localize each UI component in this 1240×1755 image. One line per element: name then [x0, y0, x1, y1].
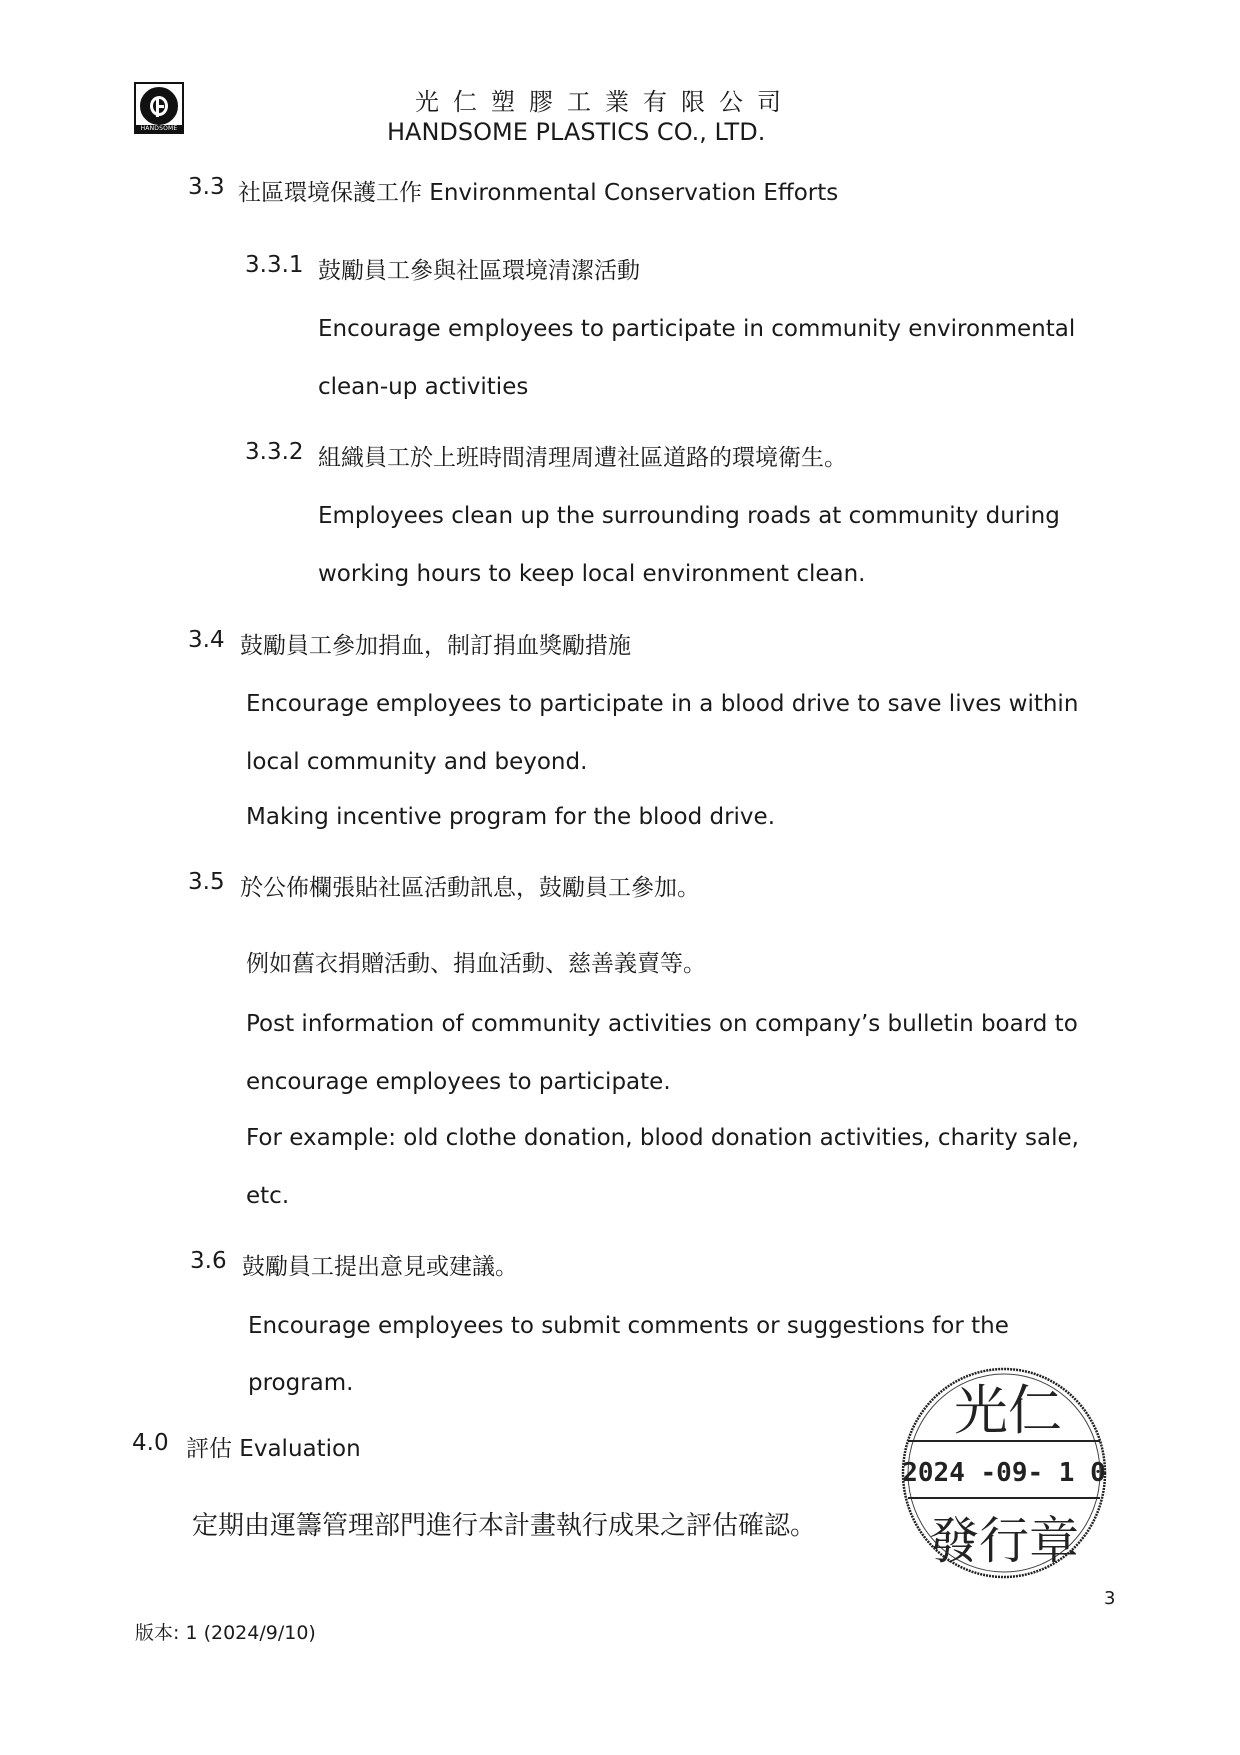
section-3-5-number: 3.5: [188, 869, 225, 895]
section-3-6-line: program.: [248, 1370, 354, 1396]
section-3-6-number: 3.6: [190, 1248, 227, 1274]
section-3-3-title: 社區環境保護工作 Environmental Conservation Efforts: [238, 180, 839, 206]
section-3-6-title: 鼓勵員工提出意見或建議。: [242, 1254, 518, 1280]
section-4-0-title: 評估 Evaluation: [186, 1436, 361, 1462]
section-3-3-2-title: 組織員工於上班時間清理周遭社區道路的環境衛生。: [318, 445, 847, 471]
section-3-3-2-number: 3.3.2: [245, 439, 304, 465]
stamp-top-text: 光仁: [954, 1379, 1062, 1442]
section-3-5-line: etc.: [246, 1183, 290, 1209]
page-number: 3: [1104, 1588, 1116, 1609]
section-4-0-number: 4.0: [132, 1430, 169, 1456]
section-3-5-line: encourage employees to participate.: [246, 1069, 671, 1095]
company-seal-stamp: [898, 1363, 1110, 1583]
section-3-3-1-title: 鼓勵員工參與社區環境清潔活動: [318, 258, 640, 284]
logo-text: HANDSOME: [136, 125, 182, 132]
section-3-5-title: 於公佈欄張貼社區活動訊息，鼓勵員工參加。: [240, 875, 700, 901]
stamp-date-text: 2024 -09- 1 0: [902, 1458, 1106, 1488]
section-3-6-line: Encourage employees to submit comments or suggestions for the: [248, 1313, 1009, 1339]
section-3-4-title: 鼓勵員工參加捐血，制訂捐血獎勵措施: [240, 633, 631, 659]
company-logo: [134, 82, 184, 134]
section-4-0-line: 定期由運籌管理部門進行本計畫執行成果之評估確認。: [192, 1511, 817, 1541]
section-3-4-line: Making incentive program for the blood drive.: [246, 804, 775, 830]
section-3-4-number: 3.4: [188, 627, 225, 653]
stamp-bottom-text: 發行章: [929, 1512, 1079, 1570]
section-3-4-line: local community and beyond.: [246, 749, 588, 775]
section-3-4-line: Encourage employees to participate in a blood drive to save lives within: [246, 691, 1079, 717]
section-3-3-2-line: working hours to keep local environment clean.: [318, 561, 866, 587]
section-3-5-line: Post information of community activities on company’s bulletin board to: [246, 1011, 1078, 1037]
section-3-3-2-line: Employees clean up the surrounding roads at community during: [318, 503, 1060, 529]
company-name-english: HANDSOME PLASTICS CO., LTD.: [387, 118, 766, 146]
section-3-5-line: For example: old clothe donation, blood donation activities, charity sale,: [246, 1125, 1079, 1151]
version-label: 版本: 1 (2024/9/10): [135, 1622, 316, 1644]
section-3-3-number: 3.3: [188, 174, 225, 200]
company-name-chinese: 光仁塑膠工業有限公司: [415, 88, 795, 116]
section-3-3-1-number: 3.3.1: [245, 252, 304, 278]
section-3-5-line: 例如舊衣捐贈活動、捐血活動、慈善義賣等。: [246, 951, 706, 977]
logo-emblem-icon: [140, 87, 178, 125]
section-3-3-1-line: clean-up activities: [318, 374, 529, 400]
section-3-3-1-line: Encourage employees to participate in community environmental: [318, 316, 1076, 342]
